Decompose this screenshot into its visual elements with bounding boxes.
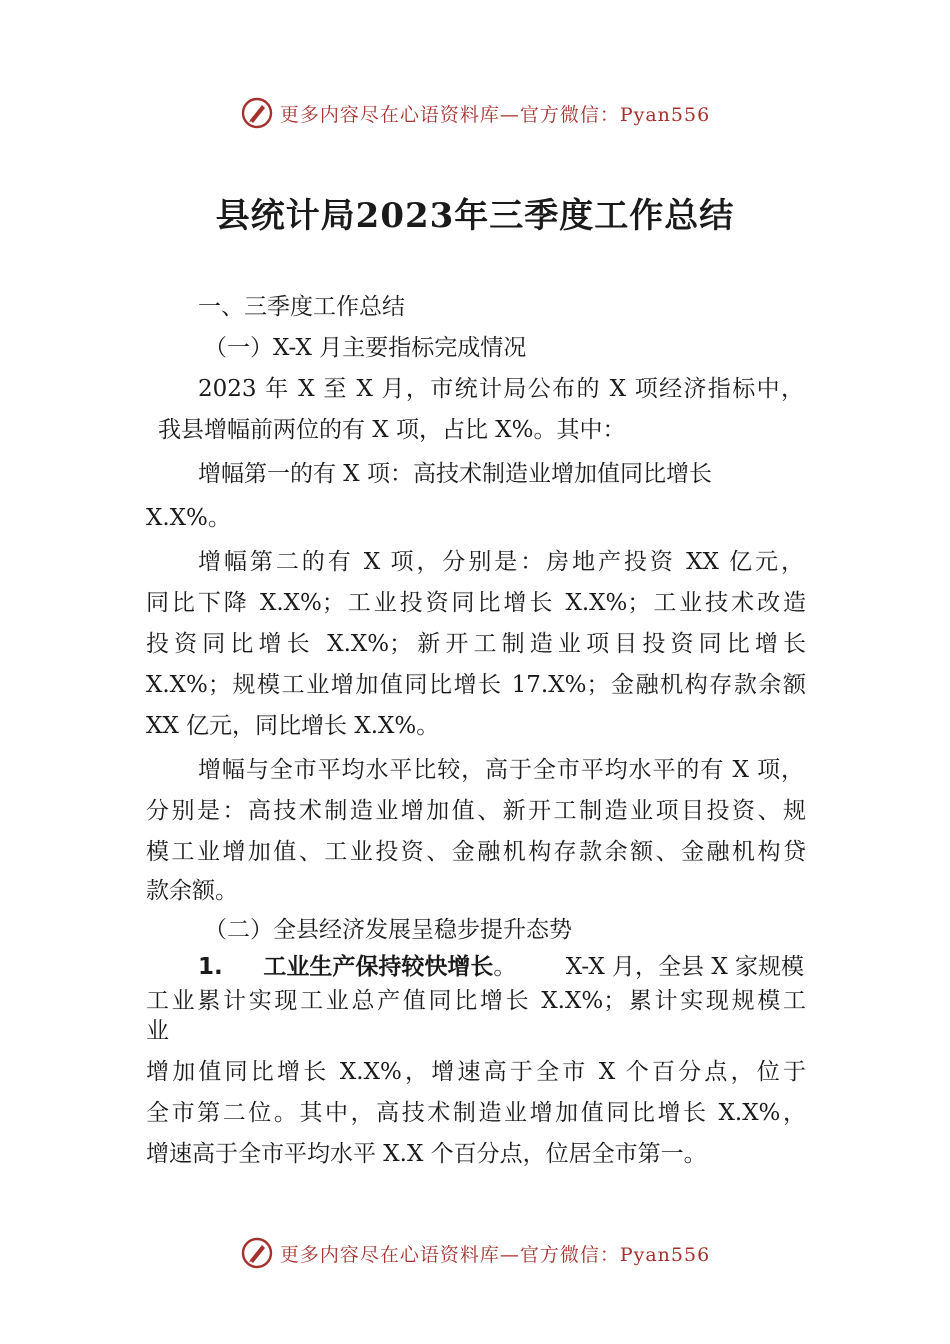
paragraph-line: 工业累计实现工业总产值同比增长 X.X%；累计实现规模工 [146, 988, 806, 1014]
watermark-text: 更多内容尽在心语资料库—官方微信：Pyan556 [279, 1243, 711, 1266]
paragraph-line: 投资同比增长 X.X%；新开工制造业项目投资同比增长 [146, 631, 806, 657]
paragraph-line: X-X 月，全县 X 家规模 [565, 954, 804, 980]
paragraph-line: 业 [146, 1018, 169, 1044]
paragraph-line: X.X%。 [146, 505, 231, 531]
point-1-heading: 工业生产保持较快增长 [263, 954, 494, 980]
watermark-header [0, 96, 950, 130]
paragraph-line: 同比下降 X.X%；工业投资同比增长 X.X%；工业技术改造 [146, 590, 806, 616]
paragraph-line: 增幅第二的有 X 项，分别是：房地产投资 XX 亿元， [198, 549, 804, 575]
paragraph-line: 全市第二位。其中，高技术制造业增加值同比增长 X.X%， [146, 1100, 806, 1126]
paragraph-line: XX 亿元，同比增长 X.X%。 [146, 713, 440, 739]
section-heading: 一、三季度工作总结 [198, 294, 405, 320]
paragraph-line: X.X%；规模工业增加值同比增长 17.X%；金融机构存款余额 [146, 672, 806, 698]
paragraph-line: 模工业增加值、工业投资、金融机构存款余额、金融机构贷 [146, 839, 806, 865]
pen-seal-icon [240, 96, 274, 130]
paragraph-line: 增幅与全市平均水平比较，高于全市平均水平的有 X 项， [198, 757, 804, 783]
point-1-line [198, 952, 804, 982]
paragraph-line: 增速高于全市平均水平 X.X 个百分点，位居全市第一。 [146, 1141, 707, 1167]
paragraph-line: 2023 年 X 至 X 月，市统计局公布的 X 项经济指标中， [198, 376, 804, 402]
paragraph-line: 款余额。 [146, 878, 238, 904]
watermark-footer [0, 1236, 950, 1270]
point-1-period: 。 [493, 954, 517, 980]
point-1-number: 1. [198, 954, 223, 980]
paragraph-line: 分别是：高技术制造业增加值、新开工制造业项目投资、规 [146, 798, 806, 824]
paragraph-line: 我县增幅前两位的有 X 项，占比 X%。其中： [158, 417, 626, 443]
paragraph-line: 增加值同比增长 X.X%，增速高于全市 X 个百分点，位于 [146, 1059, 806, 1085]
subsection-heading: （一）X-X 月主要指标完成情况 [204, 335, 527, 361]
subsection-heading: （二）全县经济发展呈稳步提升态势 [204, 917, 572, 943]
watermark-text: 更多内容尽在心语资料库—官方微信：Pyan556 [279, 103, 711, 126]
paragraph-line: 增幅第一的有 X 项：高技术制造业增加值同比增长 [198, 461, 712, 487]
document-title: 县统计局2023年三季度工作总结 [215, 196, 735, 236]
pen-seal-icon [240, 1236, 274, 1270]
